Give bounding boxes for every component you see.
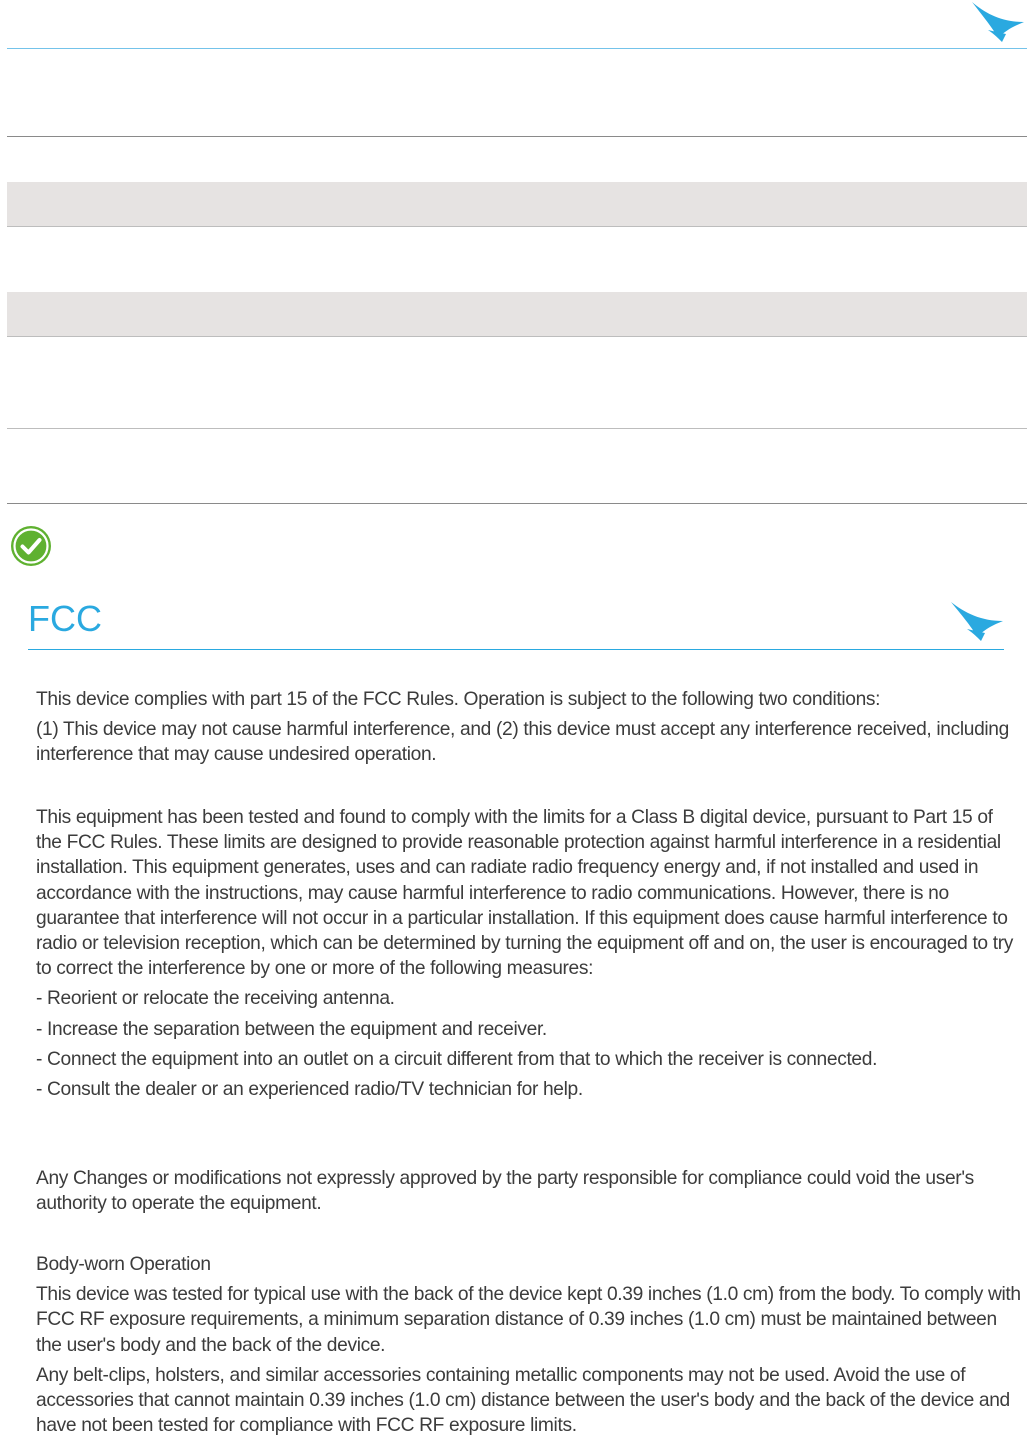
subheading: Body-worn Operation <box>36 1254 211 1275</box>
table-row-shaded <box>7 292 1027 336</box>
table-rule <box>7 226 1027 227</box>
list-item: - Reorient or relocate the receiving antenna. <box>36 988 395 1010</box>
table-rule <box>7 336 1027 337</box>
list-item: - Consult the dealer or an experienced radio/TV technician for help. <box>36 1079 583 1101</box>
paragraph: This device complies with part 15 of the FCC Rules. Operation is subject to the following two conditions: <box>36 689 881 710</box>
table-rule <box>7 428 1027 429</box>
paragraph: This device was tested for typical use with the back of the device kept 0.39 inches (1.0 cm) from the body. To comply with FCC RF exposure requirements, a minimum separation distance of 0.39 inches (1.0 cm) must be maintained between the user's body and the back of the device. <box>36 1284 1021 1356</box>
paragraph: This equipment has been tested and found to comply with the limits for a Class B digital device, pursuant to Part 15 of the FCC Rules. These limits are designed to provide reasonable protection against harmful interference in a residential installation. This equipment generates, uses and can radiate radio frequency energy and, if not installed and used in accordance with the instructions, may cause harmful interference to radio communications. However, there is no guarantee that interference will not occur in a particular installation. If this equipment does cause harmful interference to radio or television reception, which can be determined by turning the equipment off and on, the user is encouraged to try to correct the interference by one or more of the following measures: <box>36 807 1013 980</box>
paragraph: Any Changes or modifications not expressly approved by the party responsible for compliance could void the user's authority to operate the equipment. <box>36 1168 974 1215</box>
table-rule <box>7 503 1027 504</box>
paragraph: (1) This device may not cause harmful interference, and (2) this device must accept any interference received, including interference that may cause undesired operation. <box>36 719 1009 766</box>
table-rule <box>7 136 1027 137</box>
body-worn-section <box>36 1252 1021 1438</box>
fcc-conditions <box>36 687 1021 768</box>
fcc-modifications-warning <box>36 1166 1021 1216</box>
section-title: FCC <box>28 598 102 639</box>
brand-logo-icon <box>968 0 1027 44</box>
fcc-class-b-statement <box>36 805 1021 1102</box>
section-divider <box>28 649 1004 650</box>
list-item: - Connect the equipment into an outlet on a circuit different from that to which the receiver is connected. <box>36 1048 878 1070</box>
list-item: - Increase the separation between the equipment and receiver. <box>36 1018 547 1040</box>
header-divider <box>7 48 1027 49</box>
check-circle-icon <box>9 524 53 568</box>
paragraph: Any belt-clips, holsters, and similar accessories containing metallic components may not be used. Avoid the use of accessories that cannot maintain 0.39 inches (1.0 cm) distance between the user's body and the back of the device and have not been tested for compliance with FCC RF exposure limits. <box>36 1364 1010 1437</box>
brand-logo-icon <box>948 600 1006 642</box>
table-row-shaded <box>7 182 1027 226</box>
